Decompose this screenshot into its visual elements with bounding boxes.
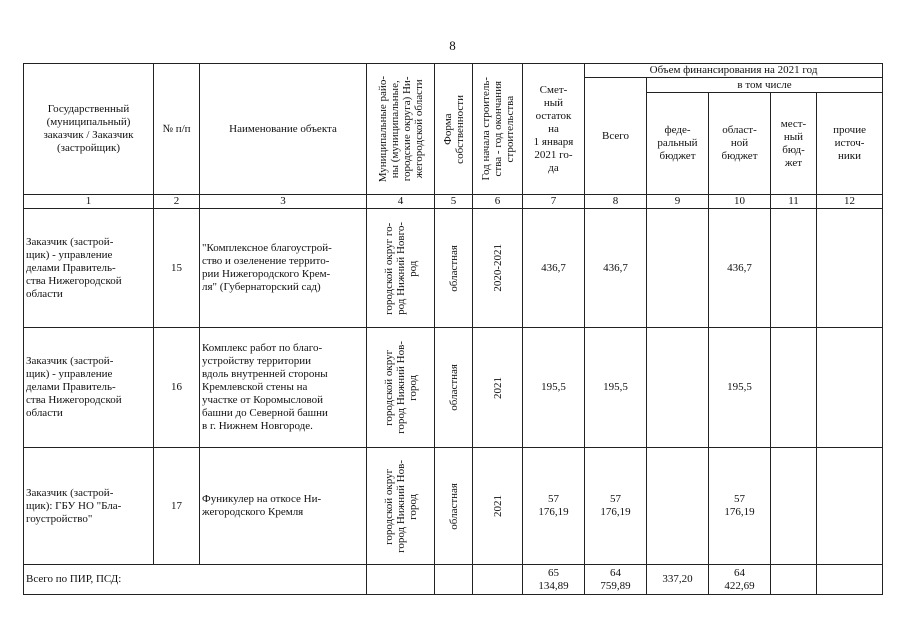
municipality-cell: городской округ город Нижний Нов- город	[367, 448, 435, 565]
estimate-cell: 57 176,19	[523, 448, 585, 565]
totals-row	[24, 565, 883, 595]
column-number: 8	[585, 195, 647, 209]
object-name-cell: Комплекс работ по благо- устройству территории вдоль внутренней стороны Кремлевской стены на участке от Коромысловой башни до Северной башни в г. Нижнем Новгороде.	[200, 328, 367, 448]
federal-cell	[647, 448, 709, 565]
municipality-cell: городской округ го- род Нижний Новго- род	[367, 209, 435, 328]
other-cell	[817, 328, 883, 448]
local-cell	[771, 328, 817, 448]
totals-local	[771, 565, 817, 595]
header-financing-volume: Объем финансирования на 2021 год	[585, 64, 883, 78]
estimate-cell: 436,7	[523, 209, 585, 328]
years-cell: 2021	[473, 448, 523, 565]
object-name-cell: "Комплексное благоустрой- ство и озеленение террито- рии Нижегородского Крем- ля" (Губернаторский сад)	[200, 209, 367, 328]
column-number: 11	[771, 195, 817, 209]
totals-label: Всего по ПИР, ПСД:	[24, 565, 367, 595]
header-local-budget: мест- ный бюд- жет	[771, 93, 817, 195]
federal-cell	[647, 328, 709, 448]
table-row	[24, 448, 883, 565]
column-number: 2	[154, 195, 200, 209]
header-regional-budget: област- ной бюджет	[709, 93, 771, 195]
municipality-cell: городской округ город Нижний Нов- город	[367, 328, 435, 448]
row-number-cell: 17	[154, 448, 200, 565]
years-cell: 2020-2021	[473, 209, 523, 328]
customer-cell: Заказчик (застрой- щик) - управление делами Правитель- ства Нижегородской области	[24, 209, 154, 328]
ownership-cell: областная	[435, 328, 473, 448]
header-object-name: Наименование объекта	[200, 64, 367, 195]
federal-cell	[647, 209, 709, 328]
other-cell	[817, 448, 883, 565]
column-numbers-row	[24, 195, 883, 209]
header-number: № п/п	[154, 64, 200, 195]
row-number-cell: 15	[154, 209, 200, 328]
header-estimate-balance: Смет- ный остаток на 1 января 2021 го- да	[523, 64, 585, 195]
estimate-cell: 195,5	[523, 328, 585, 448]
header-customer: Государственный (муниципальный) заказчик / Заказчик (застройщик)	[24, 64, 154, 195]
column-number: 10	[709, 195, 771, 209]
totals-federal: 337,20	[647, 565, 709, 595]
regional-cell: 57 176,19	[709, 448, 771, 565]
financing-table	[23, 63, 883, 595]
column-number: 1	[24, 195, 154, 209]
page-number: 8	[449, 38, 456, 53]
column-number: 3	[200, 195, 367, 209]
header-federal-budget: феде- ральный бюджет	[647, 93, 709, 195]
local-cell	[771, 209, 817, 328]
table-row	[24, 209, 883, 328]
total-cell: 436,7	[585, 209, 647, 328]
total-cell: 57 176,19	[585, 448, 647, 565]
object-name-cell: Фуникулер на откосе Ни- жегородского Кремля	[200, 448, 367, 565]
column-number: 9	[647, 195, 709, 209]
totals-empty-cell	[435, 565, 473, 595]
header-other-sources: прочие источ- ники	[817, 93, 883, 195]
column-number: 5	[435, 195, 473, 209]
header-municipality: Муниципальные райо- ны (муниципальные, городские округа) Ни- жегородской области	[367, 64, 435, 195]
totals-empty-cell	[473, 565, 523, 595]
header-including: в том числе	[647, 78, 883, 93]
row-number-cell: 16	[154, 328, 200, 448]
customer-cell: Заказчик (застрой- щик): ГБУ НО "Бла- гоустройство"	[24, 448, 154, 565]
totals-empty-cell	[367, 565, 435, 595]
header-ownership: Форма собственности	[435, 64, 473, 195]
totals-regional: 64 422,69	[709, 565, 771, 595]
ownership-cell: областная	[435, 448, 473, 565]
column-number: 12	[817, 195, 883, 209]
header-construction-years: Год начала строитель- ства - год окончания строительства	[473, 64, 523, 195]
total-cell: 195,5	[585, 328, 647, 448]
other-cell	[817, 209, 883, 328]
years-cell: 2021	[473, 328, 523, 448]
totals-other	[817, 565, 883, 595]
customer-cell: Заказчик (застрой- щик) - управление делами Правитель- ства Нижегородской области	[24, 328, 154, 448]
totals-estimate: 65 134,89	[523, 565, 585, 595]
column-number: 7	[523, 195, 585, 209]
local-cell	[771, 448, 817, 565]
column-number: 6	[473, 195, 523, 209]
column-number: 4	[367, 195, 435, 209]
table-row	[24, 328, 883, 448]
ownership-cell: областная	[435, 209, 473, 328]
regional-cell: 436,7	[709, 209, 771, 328]
totals-total: 64 759,89	[585, 565, 647, 595]
header-total: Всего	[585, 78, 647, 195]
regional-cell: 195,5	[709, 328, 771, 448]
